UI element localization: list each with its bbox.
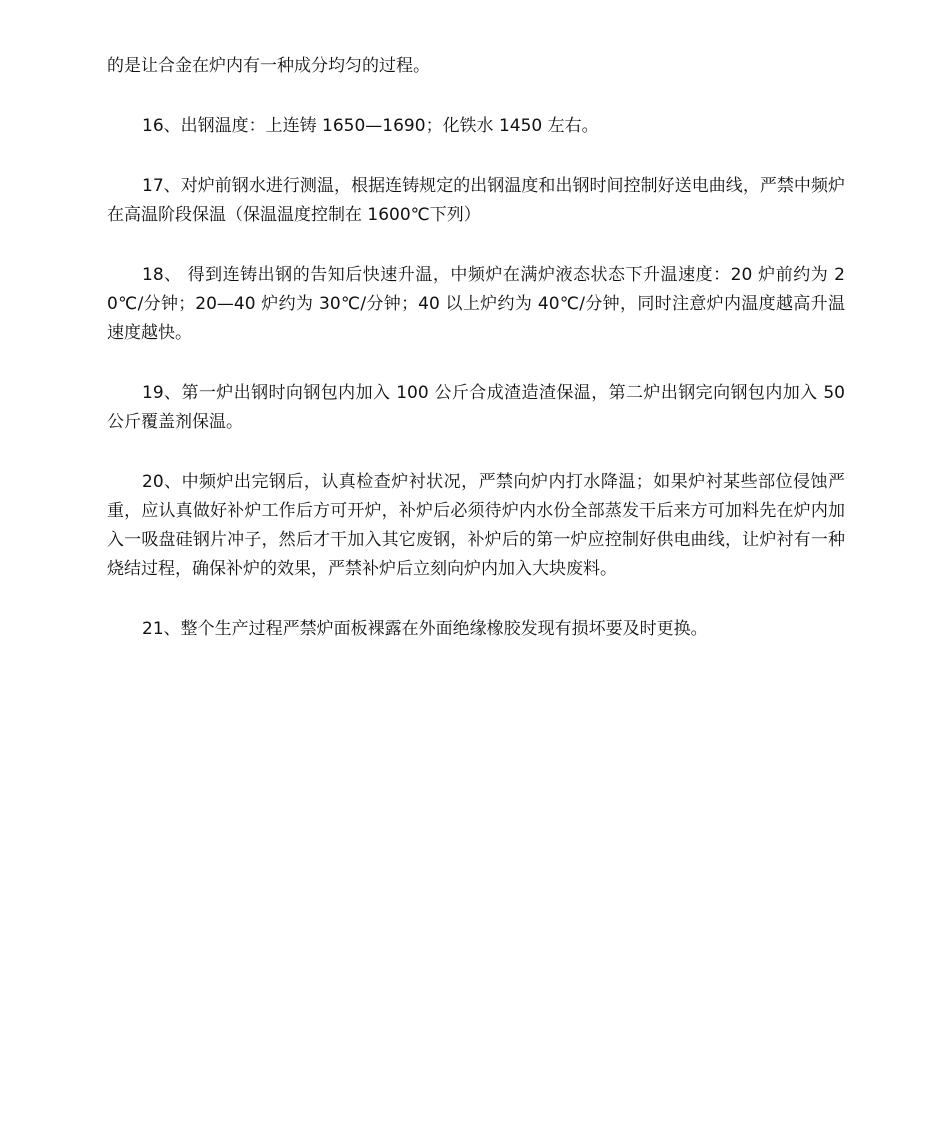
document-page [107, 52, 845, 675]
paragraph-20: 20、中频炉出完钢后，认真检查炉衬状况，严禁向炉内打水降温；如果炉衬某些部位侵蚀严重，应认真做好补炉工作后方可开炉，补炉后必须待炉内水份全部蒸发干后来方可加料先在炉内加入一吸盘硅钢片冲子，然后才干加入其它废钢，补炉后的第一炉应控制好供电曲线，让炉衬有一种烧结过程，确保补炉的效果，严禁补炉后立刻向炉内加入大块废料。 [107, 472, 845, 579]
paragraph-21: 21、整个生产过程严禁炉面板裸露在外面绝缘橡胶发现有损坏要及时更换。 [142, 619, 708, 639]
paragraph-17: 17、对炉前钢水进行测温，根据连铸规定的出钢温度和出钢时间控制好送电曲线，严禁中频炉在高温阶段保温（保温温度控制在 1600℃下列） [107, 176, 845, 225]
paragraph-19: 19、第一炉出钢时向钢包内加入 100 公斤合成渣造渣保温，第二炉出钢完向钢包内加入 50 公斤覆盖剂保温。 [107, 383, 845, 432]
paragraph-18: 18、 得到连铸出钢的告知后快速升温，中频炉在满炉液态状态下升温速度：20 炉前约为 20℃/分钟；20—40 炉约为 30℃/分钟；40 以上炉约为 40℃/分钟，同时注意炉内温度越高升温速度越快。 [107, 265, 845, 343]
paragraph-16: 16、出钢温度：上连铸 1650—1690；化铁水 1450 左右。 [142, 116, 599, 136]
paragraph-continuation: 的是让合金在炉内有一种成分均匀的过程。 [107, 56, 430, 76]
